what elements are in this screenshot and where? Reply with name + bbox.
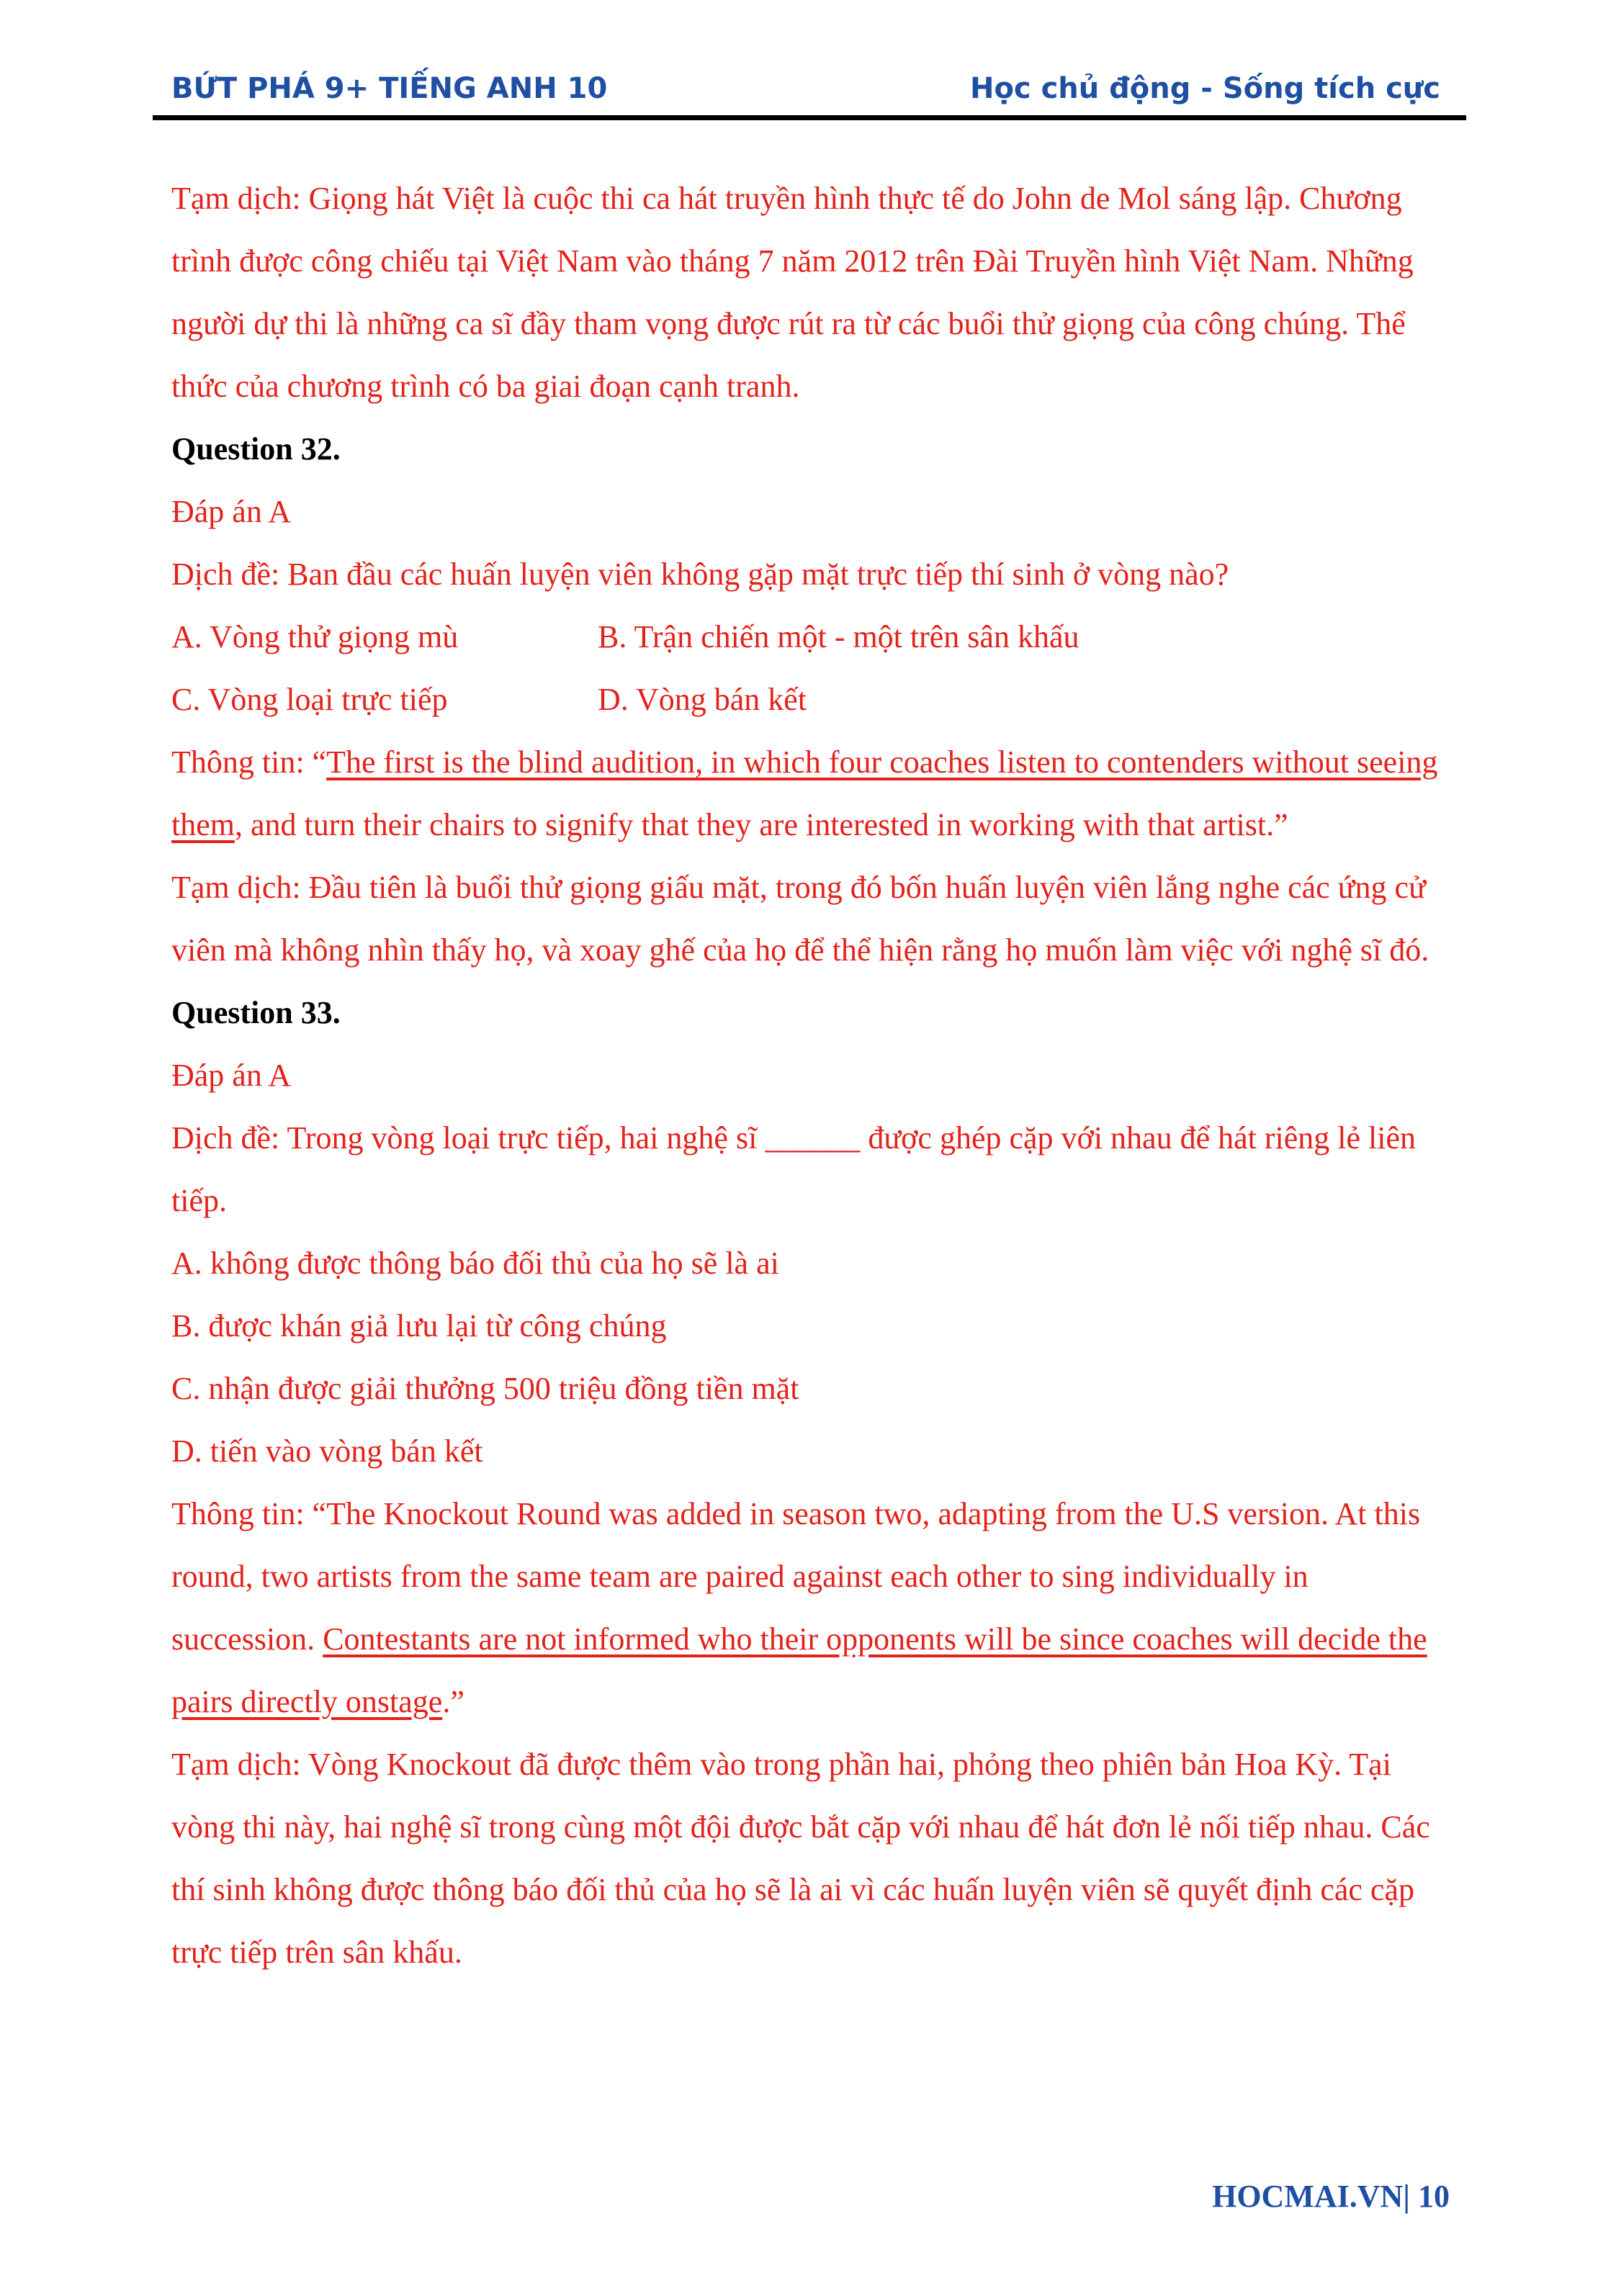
q32-title: Question 32. (171, 431, 341, 467)
q33-info-underlined: Contestants are not informed who their opponents will be since coaches will decide the pairs directly onstage (171, 1621, 1427, 1719)
q32-option-a: A. Vòng thử giọng mù (171, 619, 459, 654)
q33-option-d: D. tiến vào vòng bán kết (171, 1433, 483, 1469)
page-content (171, 167, 1453, 1984)
q33-option-a: A. không được thông báo đối thủ của họ sẽ là ai (171, 1246, 779, 1281)
q32-option-d: D. Vòng bán kết (598, 682, 807, 717)
q33-title: Question 33. (171, 995, 341, 1030)
q32-option-c: C. Vòng loại trực tiếp (171, 682, 448, 717)
q33-question: Dịch đề: Trong vòng loại trực tiếp, hai nghệ sĩ ______ được ghép cặp với nhau để hát riêng lẻ liên tiếp. (171, 1120, 1416, 1218)
q32-info-rest: , and turn their chairs to signify that they are interested in working with that artist.” (234, 807, 1288, 842)
q33-translation: Tạm dịch: Vòng Knockout đã được thêm vào trong phần hai, phỏng theo phiên bản Hoa Kỳ. Tại vòng thi này, hai nghệ sĩ trong cùng một đội được bắt cặp với nhau để hát đơn lẻ nối tiếp nhau. Các thí sinh không được thông báo đối thủ của họ sẽ là ai vì các huấn luyện viên sẽ quyết định các cặp trực tiếp trên sân khấu. (171, 1747, 1430, 1970)
q32-info-prefix: Thông tin: “ (171, 744, 327, 780)
q33-option-c: C. nhận được giải thưởng 500 triệu đồng tiền mặt (171, 1371, 799, 1406)
header-slogan: Học chủ động - Sống tích cực (969, 72, 1440, 105)
q32-options-row-1 (171, 605, 1453, 668)
q33-answer: Đáp án A (171, 1058, 292, 1093)
intro-translation: Tạm dịch: Giọng hát Việt là cuộc thi ca hát truyền hình thực tế do John de Mol sáng lập. Chương trình được công chiếu tại Việt Nam vào tháng 7 năm 2012 trên Đài Truyền hình Việt Nam. Những người dự thi là những ca sĩ đầy tham vọng được rút ra từ các buổi thử giọng của công chúng. Thể thức của chương trình có ba giai đoạn cạnh tranh. (171, 181, 1414, 404)
q32-info (171, 731, 1453, 856)
q33-info-rest: .” (442, 1684, 464, 1719)
q32-question: Dịch đề: Ban đầu các huấn luyện viên không gặp mặt trực tiếp thí sinh ở vòng nào? (171, 557, 1229, 592)
q32-info-underlined: The first is the blind audition, in which four coaches listen to contenders without seeing them (171, 744, 1438, 842)
page-footer: HOCMAI.VN| 10 (1212, 2179, 1450, 2214)
header-divider (153, 115, 1466, 120)
q32-translation: Tạm dịch: Đầu tiên là buổi thử giọng giấu mặt, trong đó bốn huấn luyện viên lắng nghe các ứng cử viên mà không nhìn thấy họ, và xoay ghế của họ để thể hiện rằng họ muốn làm việc với nghệ sĩ đó. (171, 870, 1429, 968)
q32-options-row-2 (171, 668, 1453, 731)
q33-info-prefix: Thông tin: “The Knockout Round was added in season two, adapting from the U.S version. At this round, two artists from the same team are paired against each other to sing individually in succession. (171, 1496, 1421, 1657)
q32-answer: Đáp án A (171, 494, 292, 529)
header-title: BỨT PHÁ 9+ TIẾNG ANH 10 (171, 72, 608, 105)
q32-option-b: B. Trận chiến một - một trên sân khấu (598, 619, 1079, 654)
q33-option-b: B. được khán giả lưu lại từ công chúng (171, 1308, 667, 1343)
q33-info (171, 1482, 1453, 1733)
